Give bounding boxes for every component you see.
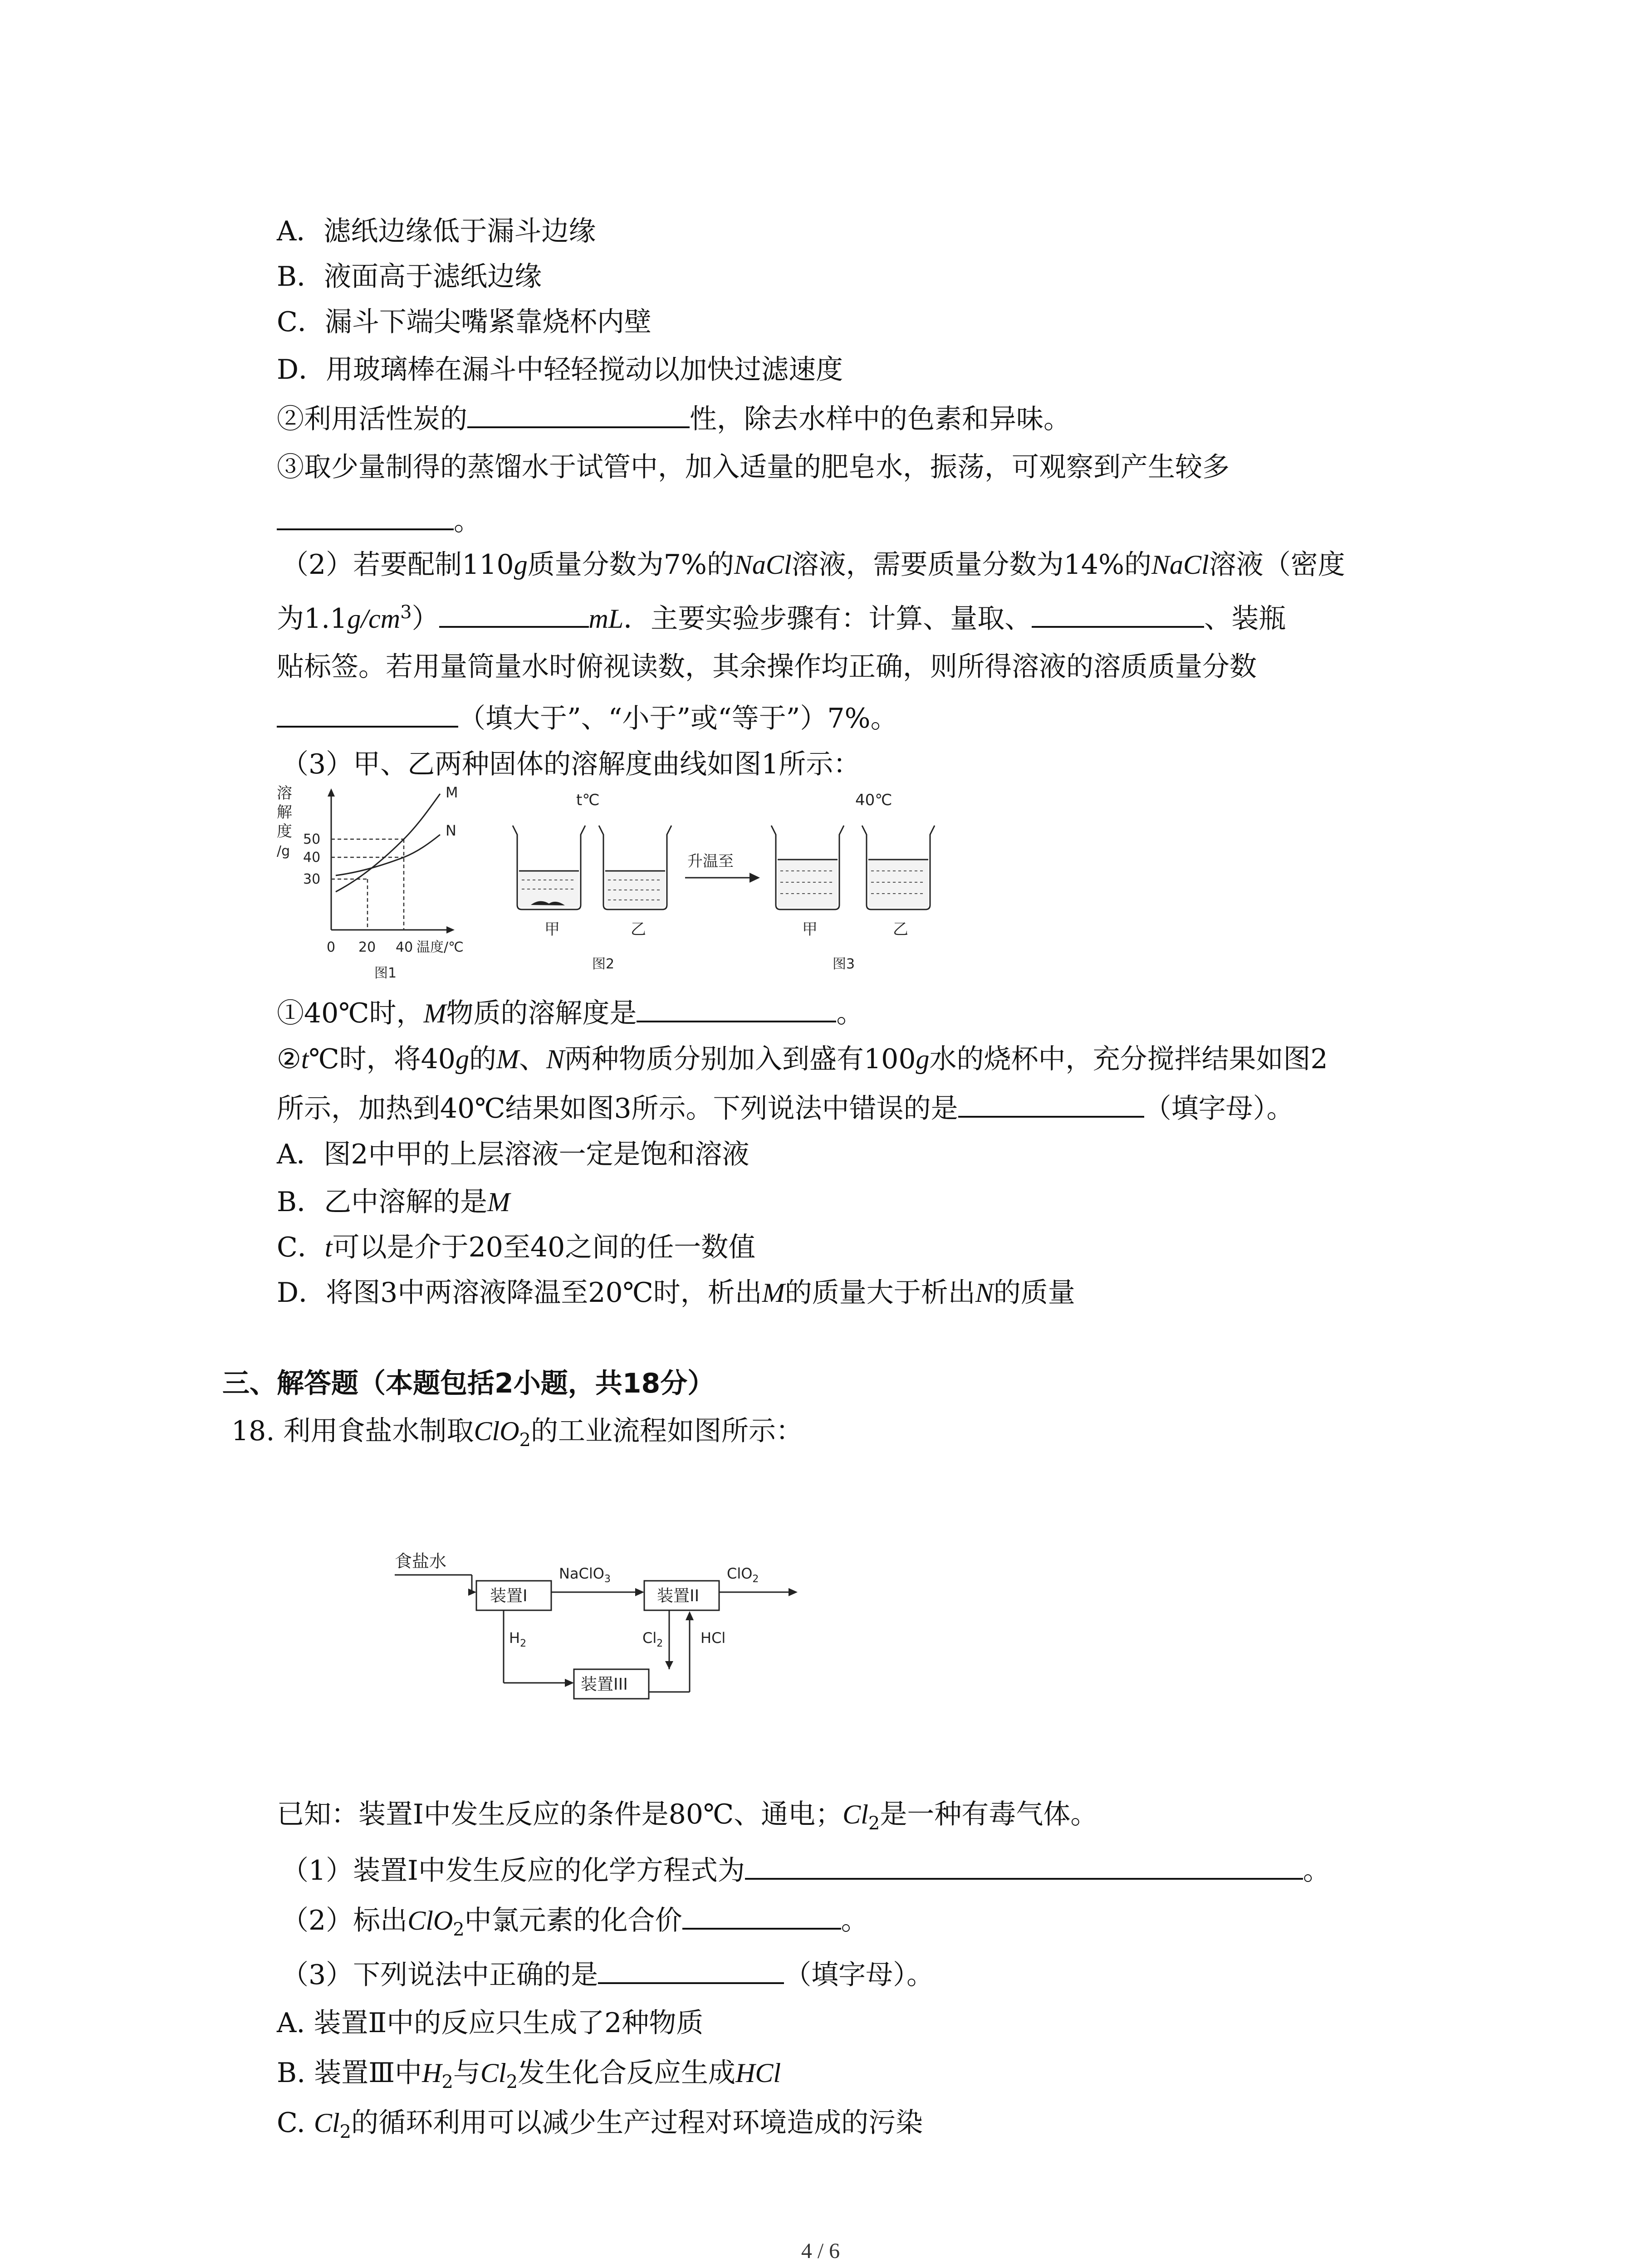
number: 7% — [827, 703, 871, 734]
q18-stem — [231, 1413, 803, 1449]
part3-q1 — [277, 993, 863, 1030]
y-tick-40: 40 — [303, 850, 321, 865]
answer-blank[interactable] — [637, 993, 836, 1022]
x-tick-0: 0 — [327, 939, 336, 955]
text: 的 — [706, 549, 734, 581]
text: 。 — [841, 1905, 868, 1936]
q18-part2 — [281, 1901, 868, 1940]
option-a: A．滤纸边缘低于漏斗边缘 — [277, 215, 596, 247]
figure-3-caption: 图3 — [833, 956, 855, 972]
number: 7% — [663, 549, 707, 581]
x-axis-arrow — [446, 926, 455, 934]
subscript: 2 — [339, 2121, 352, 2142]
text: （填大于”、“小于”或“等于”） — [458, 703, 828, 734]
text: 是一种有毒气体。 — [880, 1799, 1098, 1830]
unit: mL — [588, 604, 624, 634]
text: 中氯元素的化合价 — [464, 1905, 682, 1936]
text: 的工业流程如图所示： — [530, 1415, 803, 1447]
curve-m — [336, 794, 440, 892]
cl2-arrow — [665, 1661, 673, 1669]
answer-blank[interactable] — [958, 1089, 1144, 1118]
beaker-figures — [499, 785, 953, 984]
text: 。 — [1303, 1855, 1330, 1887]
y-tick-50: 50 — [303, 831, 321, 847]
text: 的 — [469, 1043, 496, 1075]
beaker-a-fig3 — [771, 826, 844, 909]
text: ℃时，将 — [309, 1043, 421, 1075]
clo2-output-label: ClO$_2$ — [727, 1565, 759, 1585]
subscript: 2 — [506, 2072, 518, 2092]
text: ①40℃时， — [277, 997, 424, 1029]
text: C． — [277, 1232, 325, 1263]
h2-label: $H_2$ — [509, 1629, 527, 1649]
part3-q2-line1 — [277, 1041, 1328, 1077]
text: （填字母）。 — [1144, 1093, 1294, 1124]
text: 为 — [277, 603, 304, 635]
variable: M — [496, 1044, 519, 1074]
subscript: 2 — [453, 1919, 465, 1940]
q18-known — [277, 1796, 1097, 1833]
fig3-label-a: 甲 — [802, 920, 818, 938]
formula: NaCl — [734, 550, 792, 580]
x-axis-label: 温度/℃ — [416, 939, 464, 955]
text: 质量分数为 — [527, 549, 664, 581]
unit: g/cm — [347, 604, 401, 634]
variable: M — [762, 1278, 785, 1308]
text: B. 装置Ⅲ中 — [277, 2057, 422, 2089]
figure-1-caption: 图1 — [374, 965, 397, 981]
x-tick-20: 20 — [358, 939, 376, 955]
text: D．将图3中两溶液降温至20℃时，析出 — [277, 1277, 762, 1309]
q18-option-a: A. 装置Ⅱ中的反应只生成了2种物质 — [277, 2007, 704, 2039]
unit: g — [455, 1044, 469, 1074]
activated-carbon-line — [277, 399, 1071, 435]
answer-blank[interactable] — [598, 1955, 784, 1984]
text: 溶液（密度 — [1209, 549, 1345, 581]
formula: ClO — [474, 1416, 519, 1446]
y-label-1: 溶 — [277, 785, 292, 802]
text: 发生化合反应生成 — [518, 2057, 736, 2089]
variable: N — [975, 1278, 994, 1308]
subscript: 2 — [519, 1430, 531, 1451]
text: （3）下列说法中正确的是 — [281, 1959, 598, 1991]
soap-water-line: ③取少量制得的蒸馏水于试管中，加入适量的肥皂水，振荡，可观察到产生较多 — [277, 451, 1230, 483]
text: 、装瓶 — [1204, 603, 1286, 635]
text: 。 — [836, 997, 864, 1029]
text: 的 — [1124, 549, 1151, 581]
answer-blank[interactable] — [277, 699, 458, 728]
fig3-label-b: 乙 — [893, 920, 908, 938]
device-1-label: 装置I — [490, 1587, 528, 1605]
part3-intro: （3）甲、乙两种固体的溶解度曲线如图1所示： — [281, 748, 861, 780]
naclo3-label: NaClO$_3$ — [559, 1565, 611, 1585]
y-label-3: 度 — [277, 822, 292, 841]
unit: g — [916, 1044, 930, 1074]
formula: Cl — [480, 2058, 506, 2088]
text: 的质量 — [993, 1277, 1075, 1309]
part3-option-c — [277, 1229, 755, 1266]
page-number: 4 / 6 — [801, 2239, 840, 2263]
number: 14% — [1063, 549, 1124, 581]
part2-line1 — [281, 547, 1345, 583]
text: 可以是介于20至40之间的任一数值 — [332, 1232, 756, 1263]
text: 的循环利用可以减少生产过程对环境造成的污染 — [351, 2107, 923, 2139]
y-label-4: /g — [277, 843, 290, 859]
text: 水的烧杯中，充分搅拌结果如图2 — [929, 1043, 1328, 1075]
answer-blank[interactable] — [467, 399, 690, 428]
formula: ClO — [407, 1906, 453, 1936]
variable: t — [324, 1232, 333, 1262]
text: 性，除去水样中的色素和异味。 — [690, 403, 1071, 435]
part2-line4 — [277, 699, 898, 735]
text: （2）若要配制 — [281, 549, 462, 581]
text: （填字母）。 — [784, 1959, 934, 1991]
part3-option-a: A．图2中甲的上层溶液一定是饱和溶液 — [277, 1139, 749, 1170]
h2-arrow — [565, 1679, 574, 1687]
beaker-a-fig2 — [513, 826, 585, 909]
text: 。 — [870, 703, 898, 734]
text: 所示，加热到40℃结果如图3所示。下列说法中错误的是 — [277, 1093, 958, 1124]
text: ） — [411, 603, 439, 635]
option-d: D．用玻璃棒在漏斗中轻轻搅动以加快过滤速度 — [277, 354, 843, 386]
text: ② — [277, 1043, 301, 1075]
figure-3-temp: 40℃ — [855, 791, 892, 809]
text: 、 — [519, 1043, 546, 1075]
number: 1.1 — [304, 603, 348, 635]
variable: t — [301, 1044, 309, 1074]
answer-blank[interactable] — [277, 501, 454, 530]
curve-m-label: M — [446, 785, 458, 801]
formula: Cl — [314, 2108, 340, 2138]
q18-part3 — [281, 1955, 934, 1991]
arrow-head — [749, 873, 760, 883]
superscript: 3 — [400, 602, 412, 623]
part2-line2 — [277, 599, 1286, 635]
text: 与 — [453, 2057, 480, 2089]
variable: M — [487, 1187, 510, 1217]
text: 两种物质分别加入到盛有 — [564, 1043, 864, 1075]
variable: M — [423, 998, 446, 1028]
hcl-label: HCl — [700, 1629, 726, 1647]
part3-q2-line2 — [277, 1089, 1294, 1125]
y-axis-arrow — [328, 788, 335, 797]
y-tick-30: 30 — [303, 871, 321, 887]
q18-option-c — [277, 2105, 923, 2141]
option-c: C．漏斗下端尖嘴紧靠烧杯内壁 — [277, 306, 652, 338]
text: B．乙中溶解的是 — [277, 1186, 488, 1218]
solubility-curve-figure — [272, 785, 508, 984]
arrow-1-2-head — [635, 1588, 644, 1596]
text: （1）装置Ⅰ中发生反应的化学方程式为 — [281, 1855, 745, 1887]
beaker-b-fig3 — [862, 826, 935, 909]
part3-option-d — [277, 1275, 1075, 1311]
beaker-b-fig2 — [599, 826, 671, 909]
text: C. — [277, 2107, 305, 2139]
fig2-label-a: 甲 — [544, 920, 560, 938]
text: ．主要实验步骤有：计算、量取、 — [623, 603, 1032, 635]
output-arrow — [789, 1588, 798, 1596]
answer-blank[interactable] — [439, 599, 589, 628]
number: 110 — [462, 549, 514, 581]
part3-option-b — [277, 1184, 510, 1220]
answer-blank[interactable] — [682, 1901, 841, 1930]
variable: N — [546, 1044, 564, 1074]
cl2-label: $Cl_2$ — [642, 1629, 663, 1649]
text: 溶液，需要质量分数为 — [791, 549, 1064, 581]
text: 物质的溶解度是 — [446, 997, 637, 1029]
process-flow-diagram — [390, 1542, 826, 1724]
number: 100 — [863, 1043, 916, 1075]
formula: Cl — [843, 1799, 868, 1829]
hcl-arrow — [686, 1611, 694, 1620]
input-label: 食盐水 — [395, 1551, 447, 1571]
number: 40 — [421, 1043, 456, 1075]
subscript: 2 — [868, 1813, 880, 1834]
text: 。 — [454, 505, 481, 537]
answer-blank[interactable] — [1032, 599, 1204, 628]
option-b: B．液面高于滤纸边缘 — [277, 261, 542, 293]
device-2-label: 装置II — [657, 1587, 700, 1605]
x-tick-40: 40 — [396, 939, 413, 955]
q18-part1 — [281, 1851, 1330, 1887]
fig2-label-b: 乙 — [631, 920, 646, 938]
formula: H — [422, 2058, 442, 2088]
part2-line3: 贴标签。若用量筒量水时俯视读数，其余操作均正确，则所得溶液的溶质质量分数 — [277, 651, 1257, 683]
formula: HCl — [735, 2058, 781, 2088]
text: ②利用活性炭的 — [277, 403, 467, 435]
soap-water-blank-line — [277, 501, 481, 538]
text: （2）标出 — [281, 1905, 408, 1936]
subscript: 2 — [441, 2072, 453, 2092]
arrow-label: 升温至 — [687, 852, 734, 870]
unit: g — [514, 550, 528, 580]
y-label-2: 解 — [277, 803, 292, 821]
curve-n-label: N — [446, 822, 456, 839]
device-3-label: 装置III — [581, 1675, 628, 1694]
formula: NaCl — [1151, 550, 1209, 580]
text: 18. 利用食盐水制取 — [231, 1415, 474, 1447]
text: 已知：装置Ⅰ中发生反应的条件是80℃、通电； — [277, 1799, 843, 1830]
section-heading: 三、解答题（本题包括2小题，共18分） — [222, 1368, 715, 1399]
q18-option-b — [277, 2055, 781, 2091]
figure-2-caption: 图2 — [592, 956, 615, 972]
text: 的质量大于析出 — [784, 1277, 975, 1309]
figure-2-temp: t℃ — [576, 791, 600, 809]
answer-blank[interactable] — [745, 1851, 1303, 1880]
